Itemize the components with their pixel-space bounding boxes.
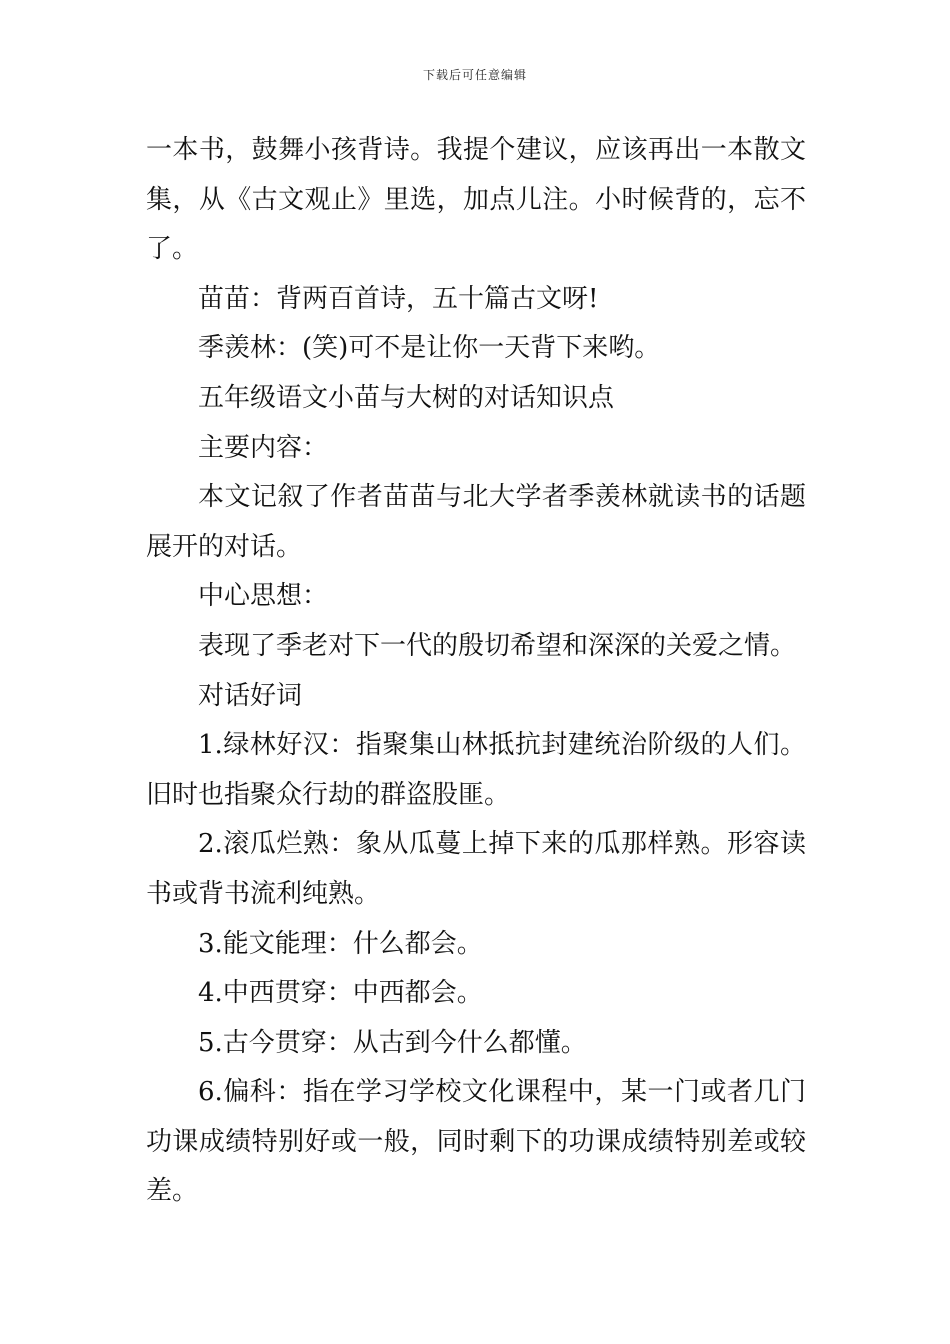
paragraph-2: 苗苗：背两百首诗，五十篇古文呀! xyxy=(198,283,599,314)
vocabulary-heading: 对话好词 xyxy=(198,680,303,711)
vocabulary-item-3: 3.能文能理：什么都会。 xyxy=(198,928,483,959)
vocabulary-item-5: 5.古今贯穿：从古到今什么都懂。 xyxy=(198,1027,587,1058)
paragraph-3: 季羡林：(笑)可不是让你一天背下来哟。 xyxy=(198,333,661,364)
section-title: 五年级语文小苗与大树的对话知识点 xyxy=(198,382,615,413)
main-content-text: 本文记叙了作者苗苗与北大学者季羡林就读书的话题展开的对话。 xyxy=(146,482,806,562)
vocabulary-item-1: 1.绿林好汉：指聚集山林抵抗封建统治阶级的人们。旧时也指聚众行劫的群盗股匪。 xyxy=(146,730,806,810)
central-idea-text: 表现了季老对下一代的殷切希望和深深的关爱之情。 xyxy=(198,630,797,661)
vocabulary-item-2: 2.滚瓜烂熟：象从瓜蔓上掉下来的瓜那样熟。形容读书或背书流利纯熟。 xyxy=(146,829,806,909)
page-header-note: 下载后可任意编辑 xyxy=(422,68,527,82)
central-idea-heading: 中心思想： xyxy=(198,581,329,612)
vocabulary-item-4: 4.中西贯穿：中西都会。 xyxy=(198,978,483,1009)
main-content-heading: 主要内容： xyxy=(198,432,329,463)
paragraph-1: 一本书，鼓舞小孩背诗。我提个建议，应该再出一本散文集，从《古文观止》里选，加点儿注。小时候背的，忘不了。 xyxy=(146,135,806,265)
document-body xyxy=(146,126,806,1217)
vocabulary-item-6: 6.偏科：指在学习学校文化课程中，某一门或者几门功课成绩特别好或一般，同时剩下的功课成绩特别差或较差。 xyxy=(146,1077,806,1207)
